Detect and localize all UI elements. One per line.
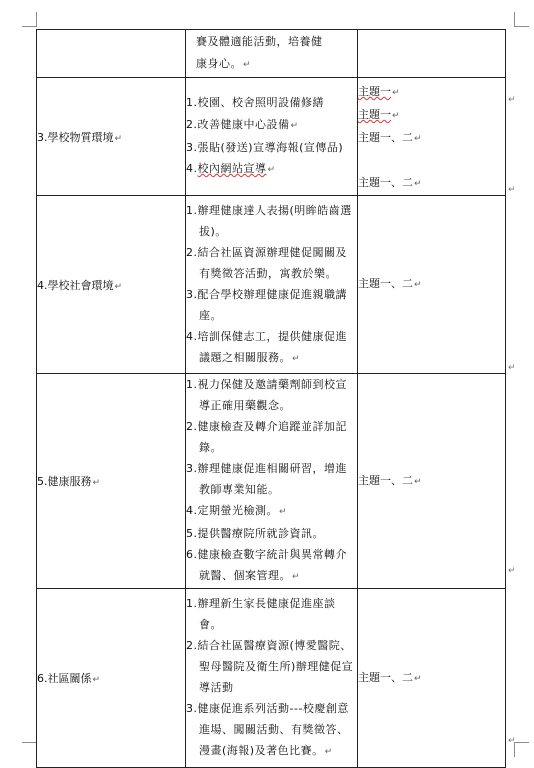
crop-mark-top-right (514, 12, 529, 27)
crop-mark-bottom-left (22, 742, 37, 757)
topic-tag: 主題一、二↵ (358, 277, 422, 290)
table-row (37, 589, 506, 768)
activity-item: 5.提供醫療院所就診資訊。 (186, 527, 324, 540)
activity-item: 4.培訓保健志工，提供健康促進議題之相關服務。↵ (186, 329, 347, 364)
topics-cell (358, 78, 506, 196)
activity-item: 3.配合學校辦理健康促進親職講座。 (186, 287, 347, 322)
activity-item: 3.健康促進系列活動---校慶創意進場、闖關活動、有獎徵答、漫畫(海報)及著色比賽。↵ (186, 702, 349, 757)
activity-item: 2.改善健康中心設備↵ (186, 118, 299, 131)
row-end-mark: ↵ (508, 566, 516, 576)
topics-cell (358, 196, 506, 374)
activities-cell (186, 374, 358, 589)
activity-item: 2.結合社區醫療資源(博愛醫院、聖母醫院及衛生所)辦理健促宣導活動 (186, 639, 354, 694)
table-row (37, 30, 506, 78)
topic-tag (358, 150, 505, 172)
category-cell: 4.學校社會環境↵ (37, 196, 186, 374)
topics-cell (358, 374, 506, 589)
category-cell: 6.社區關係↵ (37, 589, 186, 768)
activity-text: 賽及體適能活動，培養健 (196, 35, 323, 48)
activity-item: 1.校園、校舍照明設備修繕 (186, 96, 324, 109)
activity-item: 3.辦理健康促進相關研習，增進教師專業知能。 (186, 462, 347, 496)
activity-item: 2.結合社區資源辦理健促闖關及有獎徵答活動，寓教於樂。 (186, 245, 347, 280)
row-end-mark: ↵ (508, 363, 516, 373)
topic-tag: 主題一、二↵ (358, 131, 422, 144)
topic-tag: 主題一、二↵ (358, 670, 422, 684)
crop-mark-top-left (22, 12, 37, 27)
topic-tag: 主題一↵ (358, 108, 400, 121)
activities-cell (186, 589, 358, 768)
health-plan-table (36, 29, 506, 768)
activities-cell (186, 196, 358, 374)
activities-cell (186, 30, 358, 78)
row-end-mark: ↵ (508, 95, 516, 105)
activity-item: 6.健康檢查數字統計與異常轉介就醫、個案管理。↵ (186, 548, 347, 582)
category-cell: 3.學校物質環境↵ (37, 78, 186, 196)
topics-cell (358, 589, 506, 768)
topic-tag: 主題一、二↵ (358, 176, 422, 189)
activity-item: 1.視力保健及邀請藥劑師到校宣導正確用藥觀念。 (186, 378, 347, 412)
category-cell (37, 30, 186, 78)
category-cell: 5.健康服務↵ (37, 374, 186, 589)
topics-cell (358, 30, 506, 78)
activities-cell (186, 78, 358, 196)
table-row (37, 78, 506, 196)
activity-item: 2.健康檢查及轉介追蹤並詳加記錄。 (186, 420, 347, 454)
activity-item: 4.校內網站宣導↵ (186, 162, 276, 175)
row-end-mark: ↵ (508, 185, 516, 195)
activity-item: 1.辦理新生家長健康促進座談會。 (186, 597, 336, 631)
crop-mark-bottom-right (514, 742, 529, 757)
activity-item: 4.定期螢光檢測。↵ (186, 504, 288, 517)
topic-tag: 主題一、二↵ (358, 473, 422, 487)
row-end-mark: ↵ (508, 736, 516, 746)
activity-text: 康身心。↵ (196, 57, 252, 70)
topic-tag: 主題一↵ (358, 85, 400, 98)
table-row (37, 374, 506, 589)
activity-item: 3.張貼(發送)宣導海報(宣傳品) (186, 141, 344, 154)
table-row (37, 196, 506, 374)
activity-item: 1.辦理健康達人表揚(明眸皓齒選拔)。 (186, 203, 352, 238)
